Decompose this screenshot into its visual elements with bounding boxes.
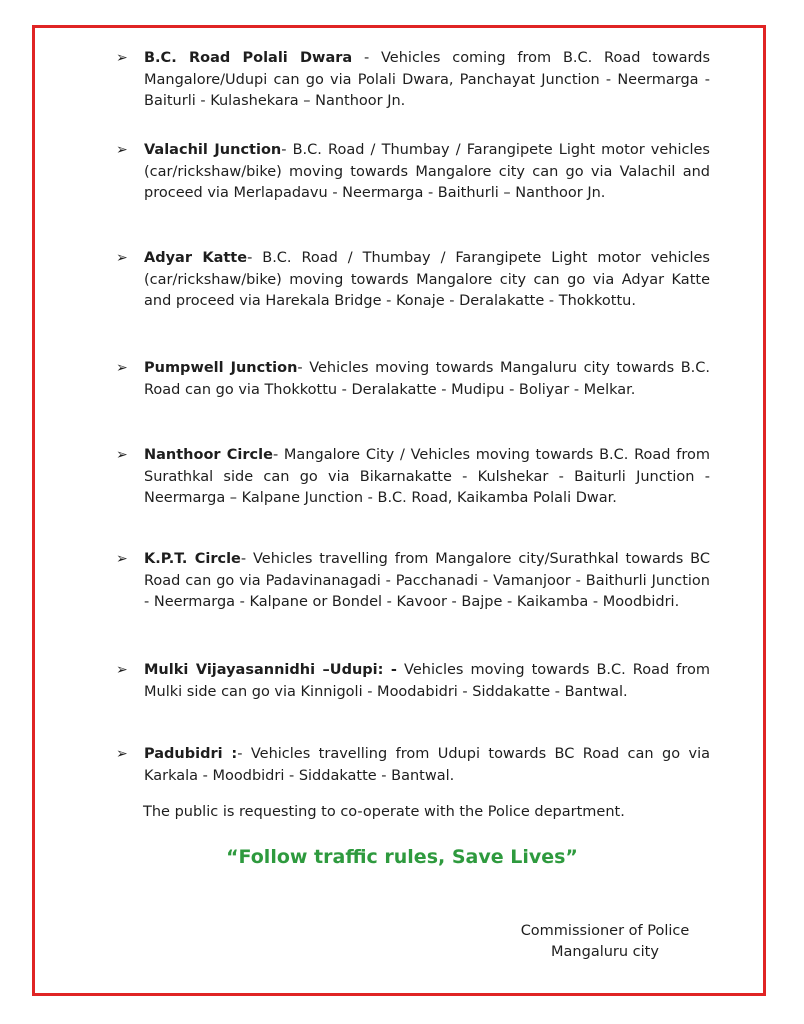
- item-text: - Vehicles moving towards Mangaluru city towards B.C. Road can go via Thokkottu - Deralakatte - Mudipu - Boliyar - Melkar.: [144, 360, 710, 398]
- arrowhead-bullet-icon: ➢: [116, 142, 128, 158]
- item-text: - Mangalore City / Vehicles moving towards B.C. Road from Surathkal side can go via Bikarnakatte - Kulshekar - Baiturli Junction - Neermarga – Kalpane Junction - B.C. Road, Kaikamba Polali Dwar.: [144, 447, 710, 506]
- list-item: [116, 660, 710, 703]
- item-text: - B.C. Road / Thumbay / Farangipete Light motor vehicles (car/rickshaw/bike) moving towards Mangalore city can go via Adyar Katte and proceed via Harekala Bridge - Konaje - Deralakatte - Thokkottu.: [144, 250, 710, 309]
- item-heading: Nanthoor Circle: [144, 447, 273, 463]
- item-heading: Pumpwell Junction: [144, 360, 298, 376]
- list-item: [116, 549, 710, 614]
- slogan: “Follow traffic rules, Save Lives”: [226, 846, 578, 868]
- item-text: - Vehicles coming from B.C. Road towards Mangalore/Udupi can go via Polali Dwara, Panchayat Junction - Neermarga - Baiturli - Kulashekara – Nanthoor Jn.: [144, 50, 710, 109]
- list-item: [116, 248, 710, 313]
- arrowhead-bullet-icon: ➢: [116, 360, 128, 376]
- item-text: Vehicles moving towards B.C. Road from Mulki side can go via Kinnigoli - Moodabidri - Siddakatte - Bantwal.: [144, 662, 711, 700]
- arrowhead-bullet-icon: ➢: [116, 746, 128, 762]
- arrowhead-bullet-icon: ➢: [116, 662, 128, 678]
- item-text: - Vehicles travelling from Mangalore city/Surathkal towards BC Road can go via Padavinanagadi - Pacchanadi - Vamanjoor - Baithurli Junction - Neermarga - Kalpane or Bondel - Kavoor - Bajpe - Kaikamba - Moodbidri.: [144, 551, 710, 610]
- signature-city: Mangaluru city: [551, 944, 659, 960]
- list-item: [116, 445, 710, 510]
- public-notice: The public is requesting to co-operate with the Police department.: [143, 804, 625, 820]
- item-heading: B.C. Road Polali Dwara: [144, 50, 353, 66]
- arrowhead-bullet-icon: ➢: [116, 50, 128, 66]
- list-item: [116, 48, 710, 113]
- item-text: - B.C. Road / Thumbay / Farangipete Light motor vehicles (car/rickshaw/bike) moving towards Mangalore city can go via Valachil and proceed via Merlapadavu - Neermarga - Baithurli – Nanthoor Jn.: [144, 142, 710, 201]
- list-item: [116, 358, 710, 401]
- item-heading: Adyar Katte: [144, 250, 248, 266]
- item-heading: Valachil Junction: [144, 142, 282, 158]
- arrowhead-bullet-icon: ➢: [116, 250, 128, 266]
- item-heading: K.P.T. Circle: [144, 551, 241, 567]
- arrowhead-bullet-icon: ➢: [116, 447, 128, 463]
- item-heading: Padubidri :: [144, 746, 238, 762]
- item-text: - Vehicles travelling from Udupi towards BC Road can go via Karkala - Moodbidri - Siddakatte - Bantwal.: [144, 746, 710, 784]
- item-heading: Mulki Vijayasannidhi –Udupi: -: [144, 662, 397, 678]
- arrowhead-bullet-icon: ➢: [116, 551, 128, 567]
- signature-title: Commissioner of Police: [520, 923, 690, 939]
- list-item: [116, 744, 710, 787]
- list-item: [116, 140, 710, 205]
- signature-block: [505, 921, 705, 963]
